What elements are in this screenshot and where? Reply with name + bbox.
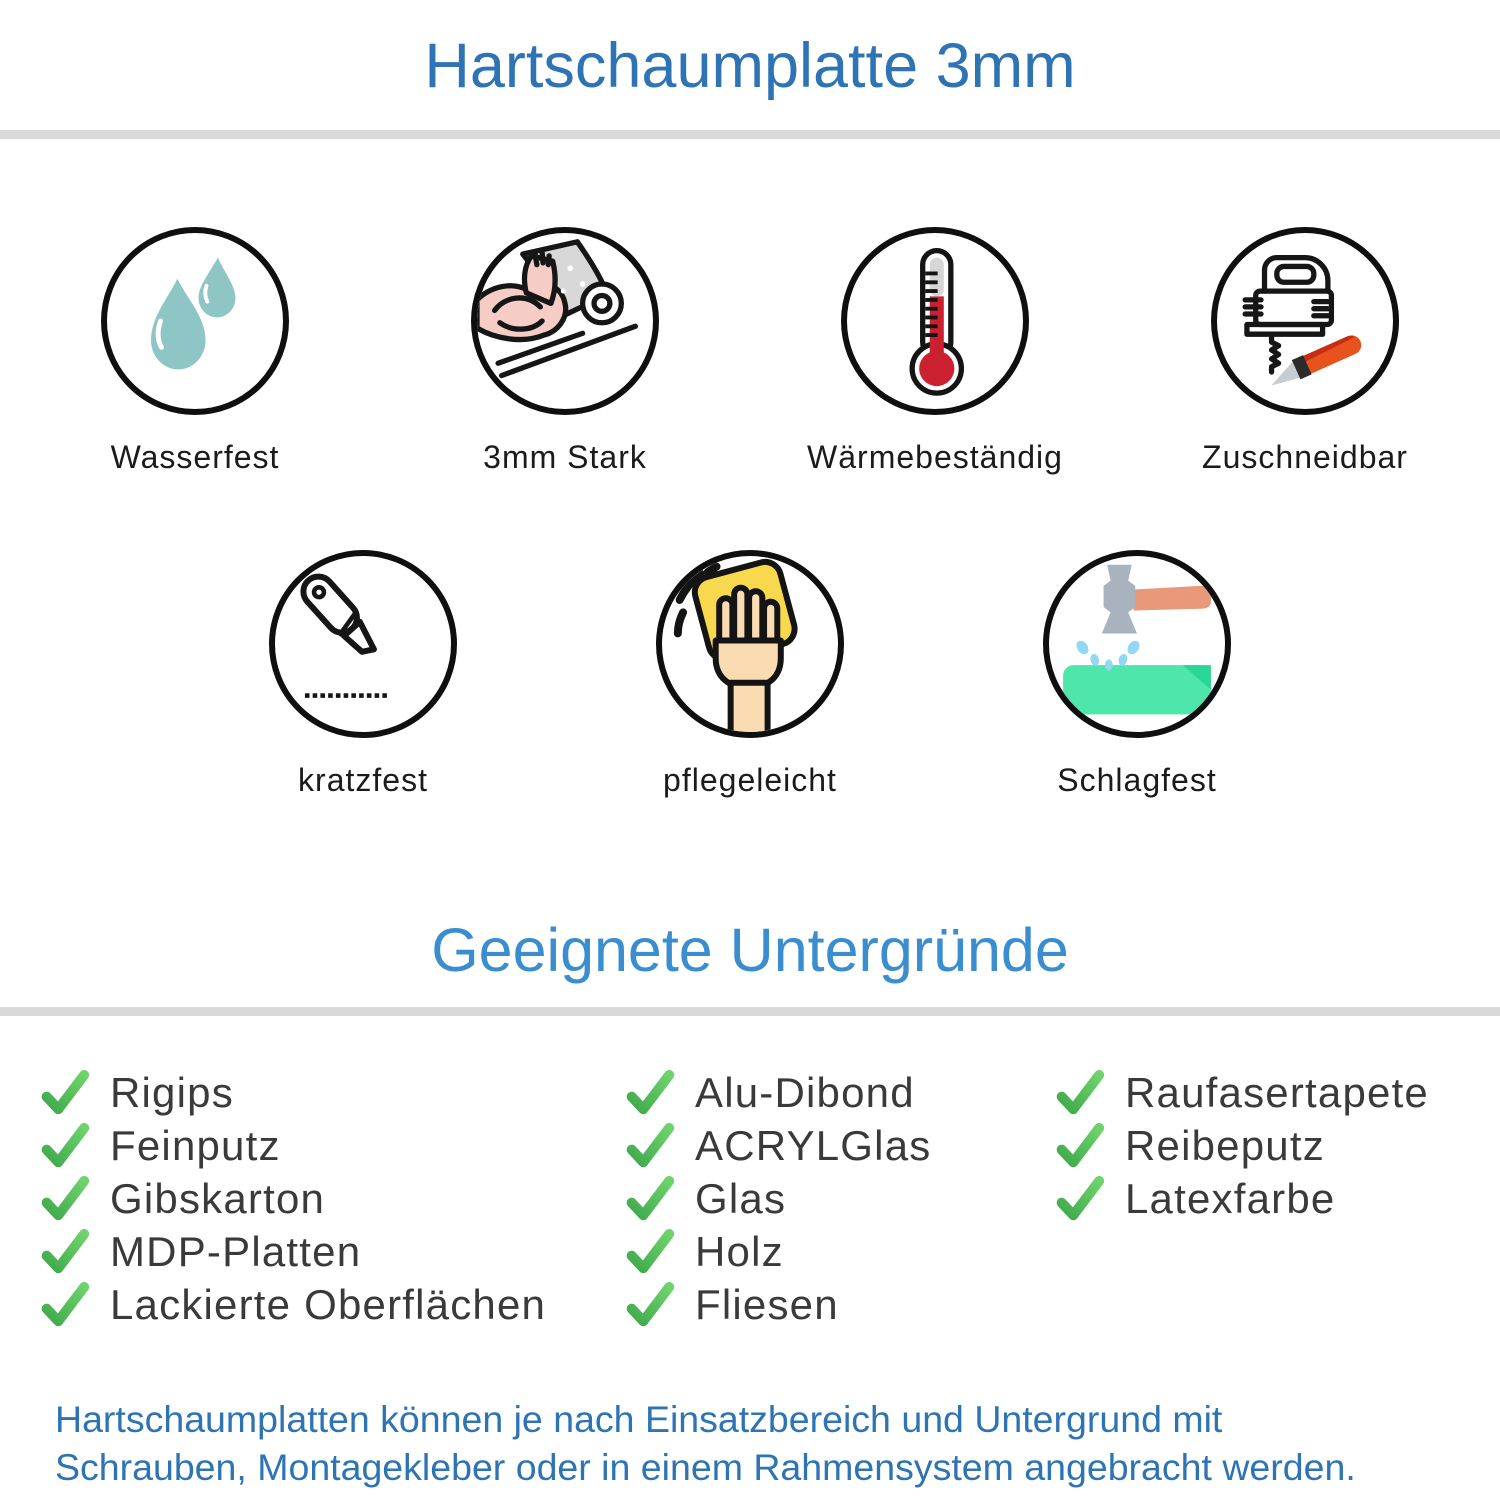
feature-label: Wärmebeständig <box>807 439 1063 475</box>
feature-wasserfest <box>10 227 380 476</box>
substrate-label: MDP-Platten <box>110 1227 362 1275</box>
check-icon <box>40 1176 90 1221</box>
substrate-item <box>1055 1119 1500 1172</box>
feature-zuschneidbar <box>1120 227 1490 476</box>
footer-line: Schrauben, Montagekleber oder in einem Rahmensystem angebracht werden. <box>55 1446 1356 1488</box>
feature-3mm-stark <box>380 227 750 476</box>
feature-label: Wasserfest <box>110 439 280 475</box>
substrate-label: Raufasertapete <box>1125 1068 1429 1116</box>
substrate-item <box>625 1119 1055 1172</box>
check-icon <box>1055 1176 1105 1221</box>
check-icon <box>1055 1123 1105 1168</box>
divider-middle <box>0 1007 1500 1016</box>
substrates-column-3 <box>1055 1066 1500 1225</box>
substrates-column-2 <box>625 1066 1055 1331</box>
substrate-item <box>1055 1066 1500 1119</box>
substrate-label: Lackierte Oberflächen <box>110 1280 547 1328</box>
check-icon <box>40 1282 90 1327</box>
footer-line: Hartschaumplatten können je nach Einsatzbereich und Untergrund mit <box>55 1398 1223 1440</box>
substrate-label: Fliesen <box>695 1280 839 1328</box>
check-icon <box>40 1229 90 1274</box>
feature-schlagfest <box>944 550 1331 799</box>
hammer-icon <box>1043 550 1231 738</box>
substrate-item <box>40 1066 625 1119</box>
check-icon <box>625 1123 675 1168</box>
check-icon <box>40 1123 90 1168</box>
substrate-item <box>625 1066 1055 1119</box>
feature-label: pflegeleicht <box>663 762 837 798</box>
check-icon <box>625 1176 675 1221</box>
substrate-label: Gibskarton <box>110 1174 326 1222</box>
substrates-column-1 <box>40 1066 625 1331</box>
feature-label: Zuschneidbar <box>1202 439 1408 475</box>
substrate-item <box>625 1278 1055 1331</box>
substrate-item <box>40 1119 625 1172</box>
feature-wärmebeständig <box>750 227 1120 476</box>
substrate-item <box>40 1172 625 1225</box>
check-icon <box>1055 1070 1105 1115</box>
substrate-label: Latexfarbe <box>1125 1174 1336 1222</box>
jigsaw-icon <box>1211 227 1399 415</box>
feature-label: Schlagfest <box>1057 762 1217 798</box>
cleaning-hand-icon <box>656 550 844 738</box>
divider-top <box>0 130 1500 139</box>
section-title: Geeignete Untergründe <box>431 916 1069 984</box>
substrate-label: ACRYLGlas <box>695 1121 932 1169</box>
substrate-item <box>625 1172 1055 1225</box>
substrate-label: Reibeputz <box>1125 1121 1325 1169</box>
substrates-list <box>40 1066 1500 1331</box>
feature-pflegeleicht <box>557 550 944 799</box>
substrate-label: Rigips <box>110 1068 234 1116</box>
utility-knife-icon <box>269 550 457 738</box>
substrate-label: Alu-Dibond <box>695 1068 915 1116</box>
substrate-item <box>40 1278 625 1331</box>
page-title: Hartschaumplatte 3mm <box>424 31 1076 101</box>
water-drops-icon <box>101 227 289 415</box>
check-icon <box>40 1070 90 1115</box>
substrate-item <box>1055 1172 1500 1225</box>
substrate-item <box>625 1225 1055 1278</box>
features-row-2 <box>0 550 1500 799</box>
substrate-item <box>40 1225 625 1278</box>
feature-label: 3mm Stark <box>483 439 647 475</box>
check-icon <box>625 1229 675 1274</box>
substrate-label: Holz <box>695 1227 784 1275</box>
check-icon <box>625 1070 675 1115</box>
features-row-1 <box>0 227 1500 476</box>
substrate-label: Feinputz <box>110 1121 281 1169</box>
check-icon <box>625 1282 675 1327</box>
footer-note <box>55 1395 1500 1491</box>
thermometer-icon <box>841 227 1029 415</box>
feature-kratzfest <box>170 550 557 799</box>
feature-label: kratzfest <box>298 762 428 798</box>
muscle-arm-icon <box>471 227 659 415</box>
substrate-label: Glas <box>695 1174 787 1222</box>
